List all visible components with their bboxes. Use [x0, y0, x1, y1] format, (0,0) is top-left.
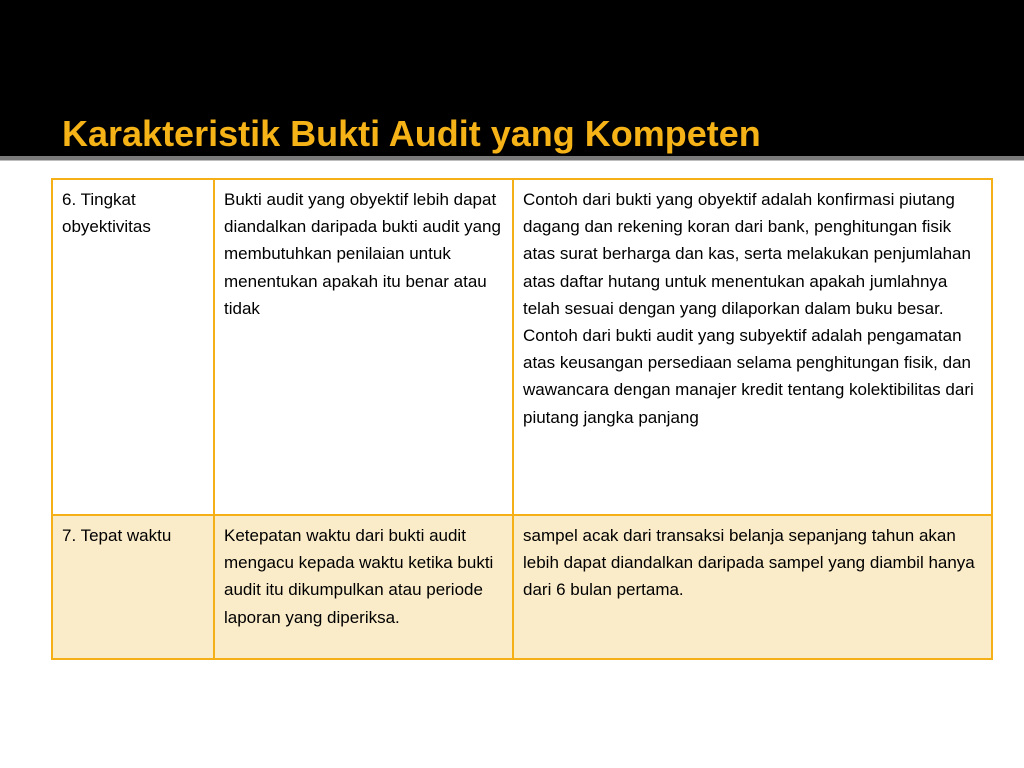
- criterion-text: 6. Tingkat obyektivitas: [62, 190, 151, 237]
- criterion-cell: [52, 179, 214, 515]
- example-cell: [513, 179, 992, 515]
- example-text: sampel acak dari transaksi belanja sepanjang tahun akan lebih dapat diandalkan daripada sampel yang diambil hanya dari 6 bulan pertama.: [523, 526, 975, 600]
- criterion-text: 7. Tepat waktu: [62, 526, 172, 545]
- example-text: Contoh dari bukti yang obyektif adalah konfirmasi piutang dagang dan rekening koran dari bank, penghitungan fisik atas surat berharga dan kas, serta melakukan penjumlahan atas daftar hutang untuk menentukan apakah jumlahnya telah sesuai dengan yang dilaporkan dalam buku besar.: [523, 190, 971, 318]
- description-cell: [214, 515, 513, 659]
- criterion-cell: [52, 515, 214, 659]
- evidence-table: [51, 178, 993, 660]
- description-text: Bukti audit yang obyektif lebih dapat diandalkan daripada bukti audit yang membutuhkan penilaian untuk menentukan apakah itu benar atau tidak: [224, 190, 501, 318]
- description-text: Ketepatan waktu dari bukti audit mengacu kepada waktu ketika bukti audit itu dikumpulkan atau periode laporan yang diperiksa.: [224, 526, 494, 627]
- table-row: [52, 515, 992, 659]
- example-text: Contoh dari bukti audit yang subyektif adalah pengamatan atas keusangan persediaan selama penghitungan fisik, dan wawancara dengan manajer kredit tentang kolektibilitas dari piutang jangka panjang: [523, 326, 974, 427]
- header-divider: [0, 156, 1024, 161]
- example-cell: [513, 515, 992, 659]
- table-row: [52, 179, 992, 515]
- slide-title: Karakteristik Bukti Audit yang Kompeten: [62, 113, 761, 154]
- description-cell: [214, 179, 513, 515]
